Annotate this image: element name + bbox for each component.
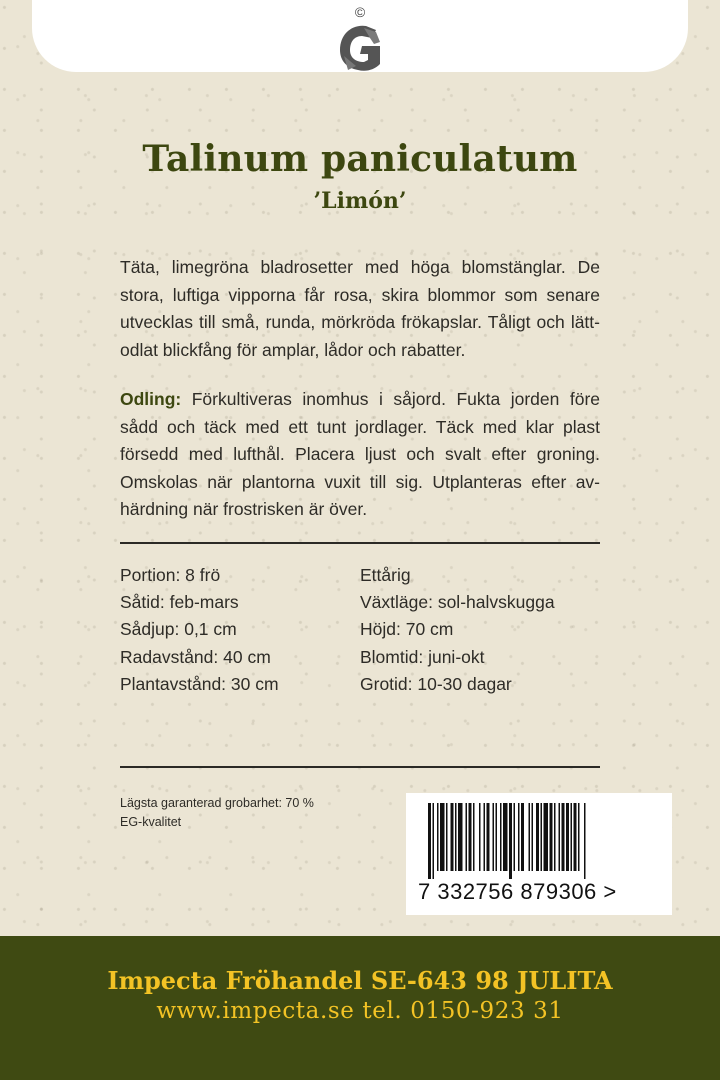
barcode-bar xyxy=(584,803,586,879)
fact-sowing-depth: Sådjup: 0,1 cm xyxy=(120,619,237,640)
barcode-bar xyxy=(479,803,481,871)
facts-left-column xyxy=(120,562,350,698)
copyright-symbol: © xyxy=(354,4,366,20)
barcode-bar xyxy=(559,803,561,871)
barcode-bar xyxy=(455,803,457,871)
barcode-bar xyxy=(566,803,569,871)
barcode-bar xyxy=(536,803,539,871)
barcode-bar xyxy=(544,803,549,871)
quality-label: EG-kvalitet xyxy=(120,815,182,829)
barcode-bar xyxy=(446,803,448,871)
barcode-bar xyxy=(437,803,439,871)
cultivation-instructions xyxy=(120,386,600,524)
barcode-bar xyxy=(466,803,468,871)
barcode-bar xyxy=(518,803,520,871)
barcode-bar xyxy=(509,803,512,879)
facts-right-column xyxy=(360,562,600,698)
barcode-bar xyxy=(484,803,486,871)
barcode-bar xyxy=(550,803,553,871)
divider-top xyxy=(120,542,600,544)
barcode-bar xyxy=(458,803,463,871)
cultivation-text: Förkultiveras inomhus i såjord. Fukta jorden före sådd och täck med ett tunt jordlager. Täck med klar plast försedd med lufthål. Placera ljust och svalt efter groning. Omskolas när plantorna vuxit till sig. Utplanteras efter av-härdning när frostrisken är över. xyxy=(120,389,600,519)
cultivation-label: Odling: xyxy=(120,389,182,409)
barcode-bar xyxy=(574,803,577,871)
barcode-bar xyxy=(521,803,524,871)
barcode-bar xyxy=(493,803,495,871)
barcode-bar xyxy=(440,803,445,871)
germination-rate: Lägsta garanterad grobarhet: 70 % xyxy=(120,796,314,810)
barcode-bar xyxy=(469,803,472,871)
impecta-g-logo-icon xyxy=(334,20,386,74)
company-address: Impecta Fröhandel SE-643 98 JULITA xyxy=(107,966,613,995)
barcode-bar xyxy=(428,803,431,879)
fact-plant-spacing: Plantavstånd: 30 cm xyxy=(120,673,279,694)
fact-portion: Portion: 8 frö xyxy=(120,565,221,585)
barcode-bar xyxy=(578,803,580,871)
fact-germination-time: Grotid: 10-30 dagar xyxy=(360,673,512,694)
barcode-bar xyxy=(514,803,516,871)
barcode-bar xyxy=(571,803,573,871)
fact-lifecycle: Ettårig xyxy=(360,565,411,585)
barcode-bar xyxy=(473,803,475,871)
barcode-bar xyxy=(562,803,565,871)
fact-height: Höjd: 70 cm xyxy=(360,619,454,640)
barcode-bar xyxy=(532,803,534,871)
fact-position: Växtläge: sol-halvskugga xyxy=(360,592,555,613)
fact-row-spacing: Radavstånd: 40 cm xyxy=(120,646,271,667)
barcode xyxy=(406,793,672,915)
brand-logo xyxy=(334,4,386,74)
barcode-bar xyxy=(503,803,508,871)
germination-info xyxy=(120,794,314,832)
barcode-bar xyxy=(433,803,435,879)
divider-bottom xyxy=(120,766,600,768)
barcode-bar xyxy=(487,803,490,871)
fact-bloom-time: Blomtid: juni-okt xyxy=(360,646,485,667)
footer-band xyxy=(0,936,720,1080)
barcode-bar xyxy=(451,803,454,871)
company-contact: www.impecta.se tel. 0150-923 31 xyxy=(156,998,564,1024)
species-title: Talinum paniculatum xyxy=(142,138,578,180)
barcode-bar xyxy=(529,803,531,871)
cultivar-name: ’Limón’ xyxy=(313,188,407,214)
barcode-bar xyxy=(496,803,498,871)
barcode-bar xyxy=(500,803,502,871)
barcode-bar xyxy=(541,803,543,871)
barcode-number: 7 332756 879306 > xyxy=(418,879,617,904)
description-text: Täta, limegröna bladrosetter med höga blomstänglar. De stora, luftiga vipporna får rosa, skira blommor som senare utvecklas till små, runda, mörkröda frökapslar. Tåligt och lätt-odlat blickfång för amplar, lådor och rabatter. xyxy=(120,257,600,360)
barcode-bar xyxy=(554,803,556,871)
barcode-bars xyxy=(422,803,658,879)
fact-sowing-time: Såtid: feb-mars xyxy=(120,592,239,613)
